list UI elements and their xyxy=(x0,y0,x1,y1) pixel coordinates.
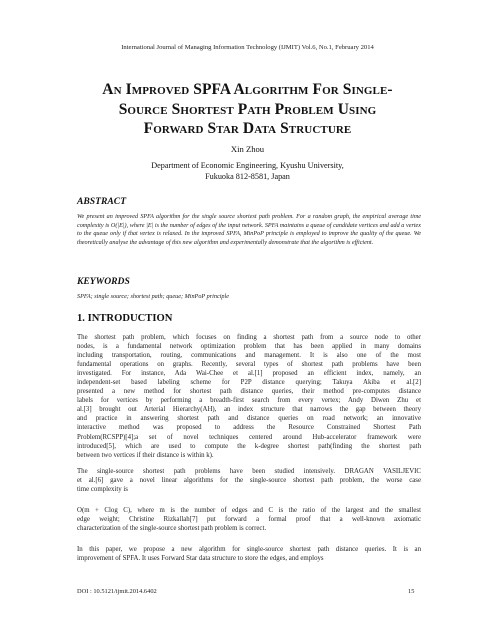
intro-paragraph-4 xyxy=(77,545,421,563)
page-number: 15 xyxy=(408,588,415,595)
text-line: O(m + Clog C), where m is the number of edges and C is the ratio of the largest and the smallest xyxy=(77,507,421,514)
text-line: interactive method was proposed to address the Resource Constrained Shortest Path xyxy=(77,424,421,432)
text-line: et al.[6] gave a novel linear algorithms for the single-source shortest path problem, the worse case xyxy=(77,477,421,485)
text-line: In this paper, we propose a new algorithm for single-source shortest path distance queries. It is an xyxy=(77,546,421,553)
paper-title xyxy=(70,80,425,139)
running-head: International Journal of Managing Information Technology (IJMIT) Vol.6, No.1, February 2014 xyxy=(121,44,374,51)
title-line: An Improved SPFA Algorithm For Single- xyxy=(102,81,393,98)
doi-footer: DOI : 10.5121/ijmit.2014.6402 xyxy=(77,588,157,595)
title-line: Source Shortest Path Problem Using xyxy=(118,100,377,118)
author-affiliation xyxy=(0,161,495,183)
keywords-heading: KEYWORDS xyxy=(77,276,130,287)
abstract-text: We present an improved SPFA algorithm for the single source shortest path problem. For a random graph, the empirical average time complexity is O(|E|), where |E| is the number of edges of the input network. SPFA maintains a queue of candidate vertices and add a vertex to the queue only if that vertex is relaxed. In the improved SPFA, MinPoP principle is employed to improve the quality of the queue. We theoretically analyse the advantage of this new algorithm and experimentally demonstrate that the algorithm is efficient. xyxy=(77,214,421,247)
text-line: investigated. For instance, Ada Wai-Chee et al.[1] proposed an efficient index, namely, an xyxy=(77,370,421,378)
text-line: independent-set based labeling scheme for P2P distance querying; Takuya Akiba et al.[2] xyxy=(77,379,421,387)
text-line: between two vertices if their distance is within k). xyxy=(77,451,214,459)
intro-paragraph-3 xyxy=(77,506,421,533)
text-line: time complexity is xyxy=(77,486,128,494)
text-line: fundamental operations on graphs. Recently, several types of shortest path problems have been xyxy=(77,361,421,369)
text-line: The single-source shortest path problems have been studied intensively. DRAGAN VASILJEVIC xyxy=(77,468,421,475)
text-line: al.[3] brought out Arterial Hierarchy(AH), an index structure that narrows the gap between theory xyxy=(77,406,421,414)
author-name: Xin Zhou xyxy=(230,144,265,154)
title-line: Forward Star Data Structure xyxy=(143,120,352,137)
intro-paragraph-1 xyxy=(77,333,421,460)
text-line: Problem(RCSPP)[4];a set of novel techniques centered around Hub-accelerator framework were xyxy=(77,433,421,441)
text-line: labels for vertices by performing a breadth-first search from every vertex; Andy Diwen Zhu et xyxy=(77,397,421,405)
text-line: edge weight; Christine Rizkallah[7] put forward a formal proof that a well-known axiomatic xyxy=(77,516,421,524)
text-line: nodes, is a fundamental network optimization problem that has been applied in many domains xyxy=(77,343,421,351)
text-line: The shortest path problem, which focuses on finding a shortest path from a source node to other xyxy=(77,334,421,341)
affiliation-line: Department of Economic Engineering, Kyushu University, xyxy=(151,161,344,170)
text-line: improvement of SPFA. It uses Forward Star data structure to store the edges, and employs xyxy=(77,555,324,563)
text-line: presented a new method for shortest path distance queries, their method pre-computes distance xyxy=(77,388,421,396)
affiliation-line: Fukuoka 812-8581, Japan xyxy=(205,171,290,181)
keywords-text: SPFA; single source; shortest path; queue; MinPoP principle xyxy=(77,293,229,300)
text-line: including transportation, routing, communications and management. It is also one of the most xyxy=(77,352,421,360)
text-line: characterization of the single-source shortest path problem is correct. xyxy=(77,525,267,533)
introduction-heading: 1. INTRODUCTION xyxy=(77,313,173,324)
text-line: and practice in answering shortest path and distance queries on road network; an innovative xyxy=(77,415,421,423)
text-line: introduced[5], which are used to compute the k-degree shortest path(finding the shortest path xyxy=(77,442,421,450)
intro-paragraph-2 xyxy=(77,467,421,494)
abstract-heading: ABSTRACT xyxy=(77,196,127,207)
